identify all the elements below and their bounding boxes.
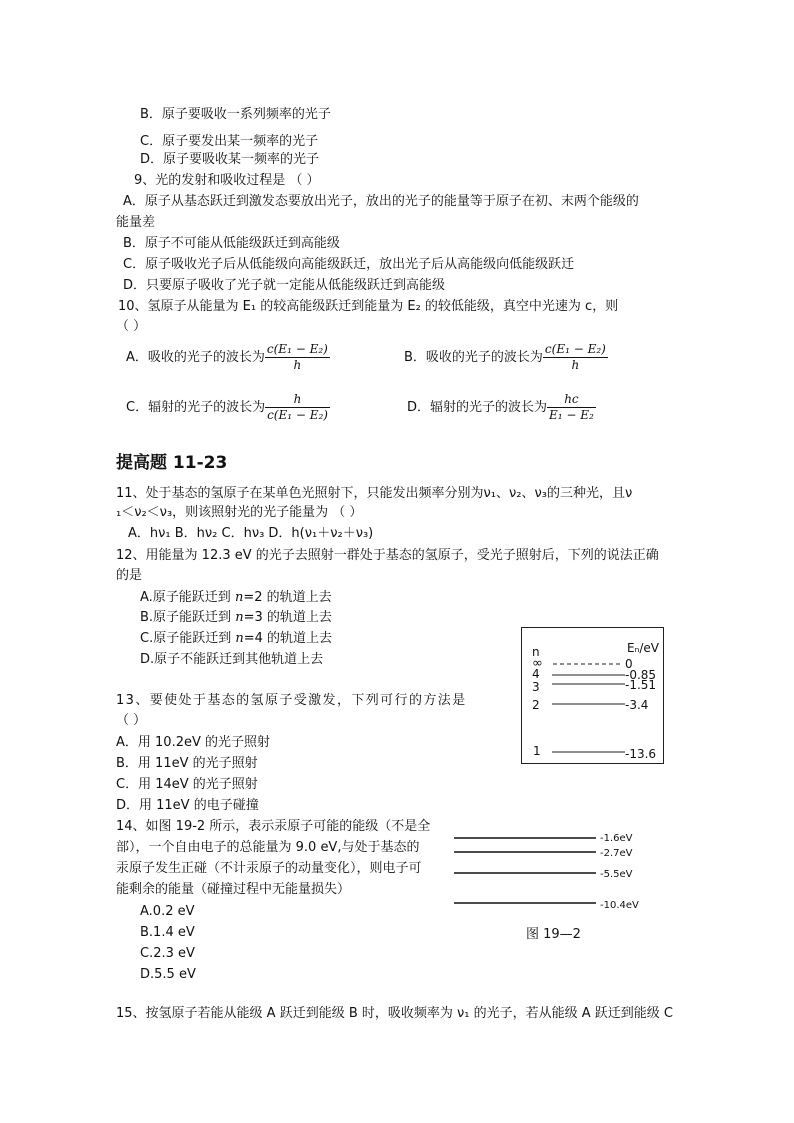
fraction-denominator: E₁ − E₂: [549, 408, 594, 422]
q14-stem-1: 14、如图 19-2 所示，表示汞原子可能的能级（不是全: [116, 819, 431, 834]
option-text: A.原子能跃迁到: [140, 590, 235, 605]
option-text: =4 的轨道上去: [243, 631, 333, 646]
q12-stem: 12、用能量为 12.3 eV 的光子去照射一群处于基态的氢原子，受光子照射后，下列的说法正确: [116, 548, 659, 563]
q13-stem: 13、要使处于基态的氢原子受激发，下列可行的方法是: [116, 693, 467, 708]
q14-option-d: D.5.5 eV: [140, 967, 196, 982]
fraction-numerator: hc: [547, 392, 596, 408]
level-n-4: 4: [532, 667, 540, 681]
q13-option-d: D．用 11eV 的电子碰撞: [116, 798, 259, 813]
mercury-level-value-3: -5.5eV: [600, 869, 633, 880]
fraction-numerator: h: [265, 392, 330, 408]
q15-stem: 15、按氢原子若能从能级 A 跃迁到能级 B 时，吸收频率为 ν₁ 的光子，若从能级 A 跃迁到能级 C: [116, 1006, 673, 1021]
fraction-denominator: h: [293, 358, 302, 372]
mercury-level-value-4: -10.4eV: [600, 900, 639, 911]
quantum-number-n: n: [234, 590, 244, 605]
quantum-number-n: n: [235, 610, 244, 625]
level-value-3: -1.51: [625, 678, 657, 692]
mercury-energy-level-diagram: [452, 828, 662, 920]
q10-option-d-fraction: [547, 392, 596, 423]
q9-option-d: D．只要原子吸收了光子就一定能从低能级跃迁到高能级: [123, 278, 446, 293]
q14-option-a: A.0.2 eV: [140, 904, 195, 919]
fraction-numerator: c(E₁ − E₂): [266, 342, 328, 356]
q12-option-c: [140, 630, 332, 648]
n-axis-label: n: [532, 645, 540, 659]
option-text: =3 的轨道上去: [243, 610, 332, 625]
level-n-1: 1: [533, 744, 541, 758]
q13-answer-paren: （ ）: [116, 713, 147, 728]
q12-stem-cont: 的是: [116, 568, 143, 583]
q14-option-c: C.2.3 eV: [140, 946, 195, 961]
q10-option-d: [407, 388, 596, 428]
q10-option-a-label: A．吸收的光子的波长为: [126, 350, 265, 365]
section-title: 提高题 11-23: [116, 453, 228, 473]
level-value-inf: 0: [625, 657, 633, 671]
q10-option-a-fraction: [265, 342, 330, 373]
figure-caption: 图 19—2: [526, 927, 581, 942]
q10-option-c: [126, 388, 330, 428]
q9-option-a-cont: 能量差: [116, 215, 156, 230]
q9-stem: 9、光的发射和吸收过程是 （ ）: [134, 173, 320, 188]
q11-options: A．hν₁ B．hν₂ C．hν₃ D．h(ν₁＋ν₂＋ν₃): [128, 526, 374, 541]
q9-option-a: A．原子从基态跃迁到激发态要放出光子，放出的光子的能量等于原子在初、末两个能级的: [123, 194, 639, 209]
mercury-level-value-1: -1.6eV: [600, 833, 633, 844]
quantum-number-n: n: [235, 631, 244, 646]
q10-option-a: [126, 338, 330, 378]
level-value-4: -0.85: [625, 668, 657, 682]
fraction-denominator: h: [571, 358, 580, 372]
q10-option-c-fraction: [265, 392, 330, 423]
q11-stem-cont: ₁＜ν₂＜ν₃，则该照射光的光子能量为 （ ）: [116, 505, 363, 520]
level-value-2: -3.4: [625, 698, 649, 712]
q13-option-c: C．用 14eV 的光子照射: [116, 777, 258, 792]
option-text: =2 的轨道上去: [243, 590, 332, 605]
q10-option-b-label: B．吸收的光子的波长为: [404, 350, 543, 365]
energy-axis-label: Eₙ/eV: [627, 641, 659, 655]
fraction-denominator: c(E₁ − E₂): [267, 408, 328, 422]
q8-option-d: D．原子要吸收某一频率的光子: [140, 152, 320, 167]
mercury-level-value-2: -2.7eV: [600, 848, 633, 859]
q14-stem-4: 能剩余的能量（碰撞过程中无能量损失）: [116, 882, 351, 897]
q12-option-d: D.原子不能跃迁到其他轨道上去: [140, 652, 324, 667]
fraction-numerator: c(E₁ − E₂): [544, 342, 606, 356]
q9-option-c: C．原子吸收光子后从低能级向高能级跃迁，放出光子后从高能级向低能级跃迁: [123, 257, 575, 272]
q10-option-d-label: D．辐射的光子的波长为: [407, 400, 548, 415]
q9-option-b: B．原子不可能从低能级跃迁到高能级: [123, 236, 340, 251]
level-n-2: 2: [532, 698, 540, 712]
q10-option-b: [404, 338, 608, 378]
level-value-1: -13.6: [625, 747, 657, 761]
q10-option-c-label: C．辐射的光子的波长为: [126, 400, 266, 415]
option-text: B.原子能跃迁到: [140, 610, 236, 625]
q10-answer-paren: （ ）: [116, 319, 147, 334]
q13-option-b: B．用 11eV 的光子照射: [116, 756, 258, 771]
q8-option-b: B．原子要吸收一系列频率的光子: [140, 107, 331, 122]
q13-option-a: A．用 10.2eV 的光子照射: [116, 735, 270, 750]
hydrogen-energy-level-diagram: [521, 627, 664, 764]
q11-stem: 11、处于基态的氢原子在某单色光照射下，只能发出频率分别为ν₁、ν₂、ν₃的三种光，且ν: [116, 486, 633, 501]
q14-stem-2: 部），一个自由电子的总能量为 9.0 eV,与处于基态的: [116, 840, 420, 855]
level-n-3: 3: [532, 680, 540, 694]
level-n-inf: ∞: [532, 656, 543, 671]
option-text: C.原子能跃迁到: [140, 631, 236, 646]
q12-option-a: [140, 589, 332, 607]
q8-option-c: C．原子要发出某一频率的光子: [140, 134, 319, 149]
q14-stem-3: 汞原子发生正碰（不计汞原子的动量变化），则电子可: [116, 861, 422, 876]
q10-option-b-fraction: [543, 342, 608, 373]
q12-option-b: [140, 609, 332, 627]
q10-stem: 10、氢原子从能量为 E₁ 的较高能级跃迁到能量为 E₂ 的较低能级，真空中光速为 c，则: [118, 299, 619, 314]
q14-option-b: B.1.4 eV: [140, 925, 195, 940]
